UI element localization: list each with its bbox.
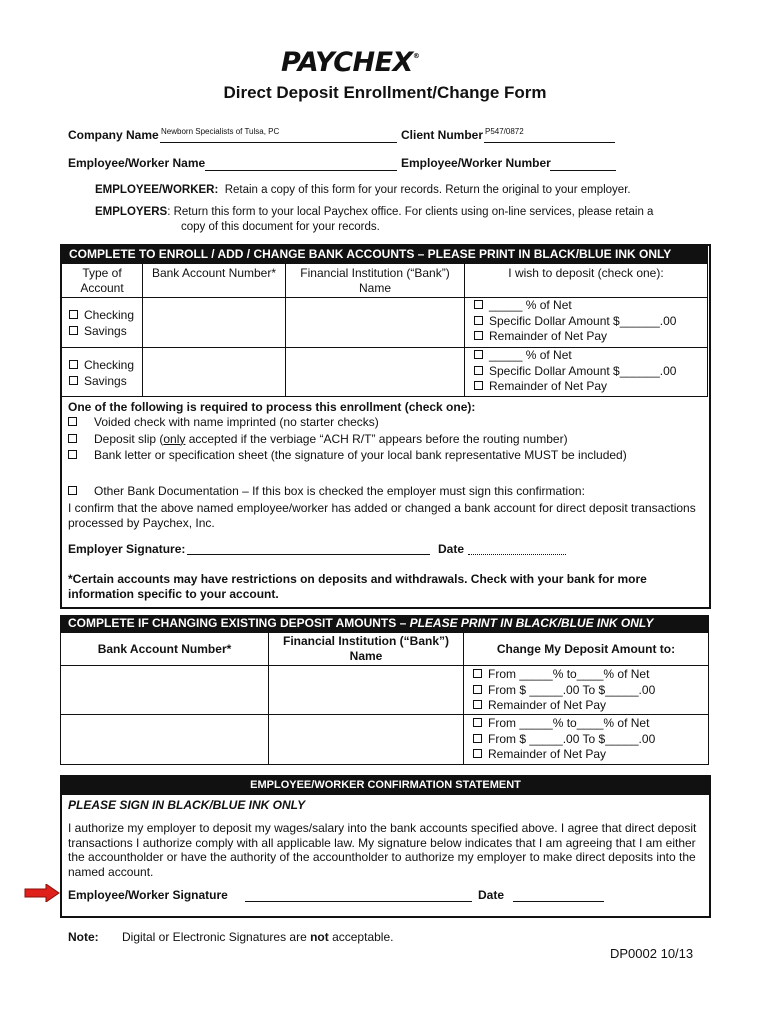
note-label: Note: [68, 930, 99, 944]
change-col-account-header: Bank Account Number* [61, 633, 269, 666]
confirmation-header: EMPLOYEE/WORKER CONFIRMATION STATEMENT [62, 777, 709, 794]
employer-confirm-text: I confirm that the above named employee/worker has added or changed a bank account for direct deposit transactions processed by Paychex, Inc. [68, 501, 696, 530]
employer-date-field[interactable] [468, 542, 566, 555]
col-account-header: Bank Account Number* [143, 264, 286, 298]
remainder-option[interactable]: Remainder of Net Pay [473, 747, 708, 763]
employee-date-field[interactable] [513, 888, 604, 902]
checking-option[interactable]: Checking [69, 308, 142, 324]
required-options [68, 415, 627, 465]
remainder-option[interactable]: Remainder of Net Pay [474, 379, 707, 395]
from-percent-option[interactable]: From _____% to____% of Net [473, 667, 708, 683]
change-row-1 [61, 666, 709, 715]
form-title: Direct Deposit Enrollment/Change Form [223, 83, 547, 102]
change-row-2 [61, 715, 709, 765]
employee-date-label: Date [478, 888, 505, 902]
checking-option[interactable]: Checking [69, 358, 142, 374]
change-bank-name-input[interactable] [269, 715, 464, 765]
change-account-number-input[interactable] [61, 666, 269, 715]
paychex-logo: PAYCHEX® [281, 47, 420, 78]
savings-option[interactable]: Savings [69, 374, 142, 390]
deposit-options-cell [465, 298, 708, 348]
bank-account-number-input[interactable] [143, 348, 286, 397]
from-percent-option[interactable]: From _____% to____% of Net [473, 716, 708, 732]
change-table [60, 632, 709, 765]
required-heading: One of the following is required to process this enrollment (check one): [68, 400, 476, 414]
enroll-table [61, 263, 708, 397]
change-col-bank-header: Financial Institution (“Bank”) Name [269, 633, 464, 666]
remainder-option[interactable]: Remainder of Net Pay [474, 329, 707, 345]
change-col-amount-header: Change My Deposit Amount to: [464, 633, 709, 666]
change-header: COMPLETE IF CHANGING EXISTING DEPOSIT AMOUNTS – PLEASE PRINT IN BLACK/BLUE INK ONLY [60, 615, 709, 632]
bank-name-input[interactable] [286, 348, 465, 397]
savings-option[interactable]: Savings [69, 324, 142, 340]
confirmation-divider [62, 794, 709, 795]
bank-name-input[interactable] [286, 298, 465, 348]
form-code: DP0002 10/13 [610, 946, 694, 961]
deposit-options-cell [465, 348, 708, 397]
company-name-field[interactable]: Newborn Specialists of Tulsa, PC [160, 128, 397, 143]
account-type-cell [62, 348, 143, 397]
specific-amount-option[interactable]: Specific Dollar Amount $______.00 [474, 314, 707, 330]
employee-number-label: Employee/Worker Number [401, 156, 551, 170]
col-bank-header: Financial Institution (“Bank”) Name [286, 264, 465, 298]
col-type-header: Type of Account [62, 264, 143, 298]
bank-letter-option[interactable]: Bank letter or specification sheet (the signature of your local bank representative MUST be included) [68, 448, 627, 465]
account-type-cell [62, 298, 143, 348]
employer-date-label: Date [438, 542, 465, 556]
remainder-option[interactable]: Remainder of Net Pay [473, 698, 708, 714]
col-deposit-header: I wish to deposit (check one): [465, 264, 708, 298]
sign-ink-note: PLEASE SIGN IN BLACK/BLUE INK ONLY [68, 798, 306, 812]
from-dollar-option[interactable]: From $ _____.00 To $_____.00 [473, 683, 708, 699]
change-bank-name-input[interactable] [269, 666, 464, 715]
employee-name-label: Employee/Worker Name [68, 156, 206, 170]
employee-name-field[interactable] [205, 156, 397, 171]
change-options-cell [464, 715, 709, 765]
enroll-header: COMPLETE TO ENROLL / ADD / CHANGE BANK ACCOUNTS – PLEASE PRINT IN BLACK/BLUE INK ONLY [61, 245, 708, 263]
change-options-cell [464, 666, 709, 715]
authorization-paragraph: I authorize my employer to deposit my wages/salary into the bank accounts specified above. I agree that direct deposit transactions I authorize comply with all applicable law. My signature below indicates that I am agreeing that I am either the accountholder or have the authority of the accountholder to authorize my employer to make direct deposits into the named account. [68, 821, 697, 879]
arrow-right-icon [24, 884, 60, 902]
client-number-field[interactable]: P547/0872 [484, 128, 615, 143]
other-documentation-option[interactable]: Other Bank Documentation – If this box is checked the employer must sign this confirmation: [68, 484, 585, 500]
employee-signature-label: Employee/Worker Signature [68, 888, 228, 902]
deposit-slip-option[interactable]: Deposit slip (only accepted if the verbiage “ACH R/T” appears before the routing number) [68, 432, 627, 449]
enroll-row-1 [62, 298, 708, 348]
percent-net-option[interactable]: _____ % of Net [474, 298, 707, 314]
note-text: Digital or Electronic Signatures are not acceptable. [122, 930, 394, 944]
from-dollar-option[interactable]: From $ _____.00 To $_____.00 [473, 732, 708, 748]
employee-instruction: EMPLOYEE/WORKER: Retain a copy of this form for your records. Return the original to your employer. [95, 184, 631, 196]
enroll-row-2 [62, 348, 708, 397]
change-account-number-input[interactable] [61, 715, 269, 765]
employer-instruction: EMPLOYERS: Return this form to your local Paychex office. For clients using on-line services, please retain a copy of this document for your records. [95, 206, 654, 233]
specific-amount-option[interactable]: Specific Dollar Amount $______.00 [474, 364, 707, 380]
percent-net-option[interactable]: _____ % of Net [474, 348, 707, 364]
restrictions-note: *Certain accounts may have restrictions on deposits and withdrawals. Check with your bank for more information specific to your account. [68, 572, 647, 601]
bank-account-number-input[interactable] [143, 298, 286, 348]
company-name-label: Company Name [68, 128, 159, 142]
employer-signature-label: Employer Signature: [68, 542, 186, 556]
employee-signature-field[interactable] [245, 888, 472, 902]
voided-check-option[interactable]: Voided check with name imprinted (no starter checks) [68, 415, 627, 432]
client-number-label: Client Number [401, 128, 484, 142]
employee-number-field[interactable] [550, 156, 616, 171]
employer-signature-field[interactable] [187, 542, 430, 555]
